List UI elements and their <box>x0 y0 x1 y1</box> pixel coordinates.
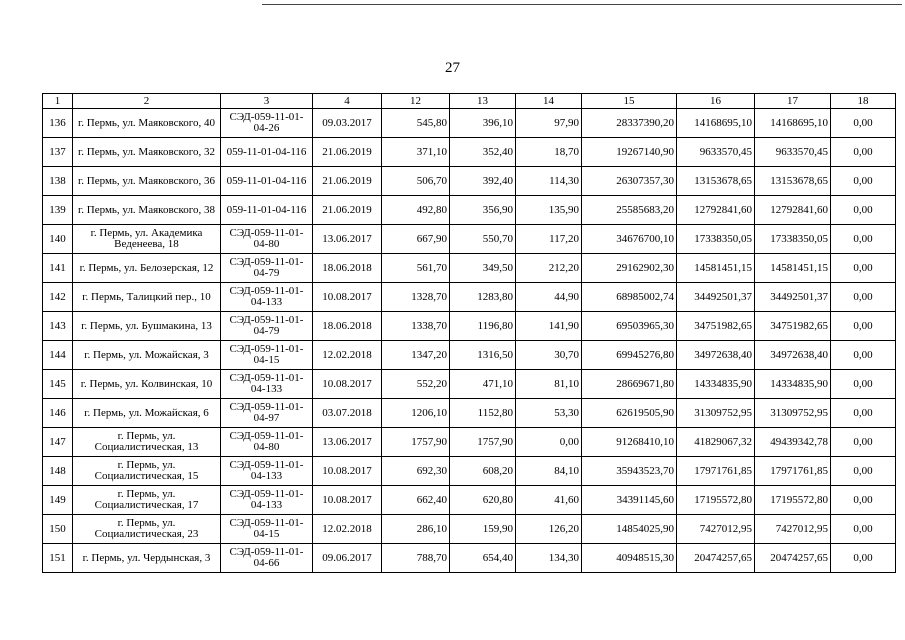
col-12-cell: 1328,70 <box>382 283 450 312</box>
col-13-cell: 620,80 <box>450 486 516 515</box>
col-12-cell: 692,30 <box>382 457 450 486</box>
col-14-cell: 114,30 <box>516 167 582 196</box>
col-15-cell: 91268410,10 <box>582 428 677 457</box>
col-14-cell: 134,30 <box>516 544 582 573</box>
col-18-cell: 0,00 <box>831 399 896 428</box>
table-row <box>43 515 896 544</box>
col-17-cell: 49439342,78 <box>755 428 831 457</box>
address-cell: г. Пермь, ул. Можайская, 6 <box>73 399 221 428</box>
col-12-cell: 667,90 <box>382 225 450 254</box>
col-12-cell: 371,10 <box>382 138 450 167</box>
col-12-cell: 662,40 <box>382 486 450 515</box>
row-number: 141 <box>43 254 73 283</box>
date-cell: 13.06.2017 <box>313 428 382 457</box>
table-row <box>43 283 896 312</box>
col-15-cell: 29162902,30 <box>582 254 677 283</box>
col-13-cell: 352,40 <box>450 138 516 167</box>
table-row <box>43 341 896 370</box>
col-14-cell: 212,20 <box>516 254 582 283</box>
table-row <box>43 399 896 428</box>
date-cell: 18.06.2018 <box>313 312 382 341</box>
col-14-cell: 41,60 <box>516 486 582 515</box>
col-13-cell: 1283,80 <box>450 283 516 312</box>
document-number-cell: СЭД-059-11-01-04-133 <box>221 370 313 399</box>
col-18-cell: 0,00 <box>831 341 896 370</box>
document-number-cell: СЭД-059-11-01-04-15 <box>221 515 313 544</box>
document-number-cell: 059-11-01-04-116 <box>221 167 313 196</box>
table-row <box>43 109 896 138</box>
col-18-cell: 0,00 <box>831 167 896 196</box>
row-number: 143 <box>43 312 73 341</box>
col-13-cell: 471,10 <box>450 370 516 399</box>
col-13-cell: 654,40 <box>450 544 516 573</box>
date-cell: 09.03.2017 <box>313 109 382 138</box>
column-header: 3 <box>221 94 313 109</box>
document-number-cell: СЭД-059-11-01-04-66 <box>221 544 313 573</box>
header-row <box>43 94 896 109</box>
col-16-cell: 31309752,95 <box>677 399 755 428</box>
table-row <box>43 544 896 573</box>
col-18-cell: 0,00 <box>831 196 896 225</box>
col-16-cell: 14581451,15 <box>677 254 755 283</box>
document-number-cell: СЭД-059-11-01-04-79 <box>221 254 313 283</box>
document-number-cell: СЭД-059-11-01-04-133 <box>221 486 313 515</box>
col-14-cell: 117,20 <box>516 225 582 254</box>
col-15-cell: 68985002,74 <box>582 283 677 312</box>
address-cell: г. Пермь, ул. Социалистическая, 15 <box>73 457 221 486</box>
col-18-cell: 0,00 <box>831 225 896 254</box>
col-16-cell: 34492501,37 <box>677 283 755 312</box>
col-14-cell: 53,30 <box>516 399 582 428</box>
col-12-cell: 1338,70 <box>382 312 450 341</box>
col-18-cell: 0,00 <box>831 486 896 515</box>
column-header: 16 <box>677 94 755 109</box>
row-number: 145 <box>43 370 73 399</box>
col-14-cell: 81,10 <box>516 370 582 399</box>
col-16-cell: 34972638,40 <box>677 341 755 370</box>
row-number: 136 <box>43 109 73 138</box>
col-14-cell: 30,70 <box>516 341 582 370</box>
date-cell: 21.06.2019 <box>313 138 382 167</box>
col-12-cell: 561,70 <box>382 254 450 283</box>
col-17-cell: 17338350,05 <box>755 225 831 254</box>
col-17-cell: 7427012,95 <box>755 515 831 544</box>
column-header: 4 <box>313 94 382 109</box>
col-12-cell: 552,20 <box>382 370 450 399</box>
address-cell: г. Пермь, ул. Белозерская, 12 <box>73 254 221 283</box>
address-cell: г. Пермь, ул. Колвинская, 10 <box>73 370 221 399</box>
document-number-cell: СЭД-059-11-01-04-80 <box>221 428 313 457</box>
col-12-cell: 1347,20 <box>382 341 450 370</box>
row-number: 149 <box>43 486 73 515</box>
date-cell: 12.02.2018 <box>313 341 382 370</box>
address-cell: г. Пермь, ул. Маяковского, 38 <box>73 196 221 225</box>
col-12-cell: 788,70 <box>382 544 450 573</box>
column-header: 12 <box>382 94 450 109</box>
address-cell: г. Пермь, ул. Маяковского, 36 <box>73 167 221 196</box>
col-12-cell: 1206,10 <box>382 399 450 428</box>
date-cell: 09.06.2017 <box>313 544 382 573</box>
address-cell: г. Пермь, ул. Социалистическая, 13 <box>73 428 221 457</box>
row-number: 142 <box>43 283 73 312</box>
col-16-cell: 9633570,45 <box>677 138 755 167</box>
table-row <box>43 312 896 341</box>
col-15-cell: 28337390,20 <box>582 109 677 138</box>
registry-table <box>42 93 896 573</box>
col-17-cell: 17195572,80 <box>755 486 831 515</box>
address-cell: г. Пермь, ул. Маяковского, 40 <box>73 109 221 138</box>
row-number: 148 <box>43 457 73 486</box>
column-header: 14 <box>516 94 582 109</box>
col-13-cell: 392,40 <box>450 167 516 196</box>
page-number: 27 <box>445 60 460 76</box>
top-rule <box>262 4 902 5</box>
col-15-cell: 26307357,30 <box>582 167 677 196</box>
col-17-cell: 20474257,65 <box>755 544 831 573</box>
address-cell: г. Пермь, ул. Социалистическая, 23 <box>73 515 221 544</box>
col-18-cell: 0,00 <box>831 254 896 283</box>
col-17-cell: 34751982,65 <box>755 312 831 341</box>
col-16-cell: 12792841,60 <box>677 196 755 225</box>
col-13-cell: 1316,50 <box>450 341 516 370</box>
col-14-cell: 84,10 <box>516 457 582 486</box>
row-number: 139 <box>43 196 73 225</box>
address-cell: г. Пермь, ул. Бушмакина, 13 <box>73 312 221 341</box>
date-cell: 10.08.2017 <box>313 283 382 312</box>
col-16-cell: 20474257,65 <box>677 544 755 573</box>
col-15-cell: 34676700,10 <box>582 225 677 254</box>
col-14-cell: 0,00 <box>516 428 582 457</box>
table-row <box>43 254 896 283</box>
col-16-cell: 14168695,10 <box>677 109 755 138</box>
col-17-cell: 14334835,90 <box>755 370 831 399</box>
table-row <box>43 225 896 254</box>
column-header: 1 <box>43 94 73 109</box>
col-17-cell: 31309752,95 <box>755 399 831 428</box>
document-number-cell: СЭД-059-11-01-04-15 <box>221 341 313 370</box>
col-15-cell: 25585683,20 <box>582 196 677 225</box>
document-number-cell: СЭД-059-11-01-04-133 <box>221 283 313 312</box>
col-13-cell: 159,90 <box>450 515 516 544</box>
date-cell: 21.06.2019 <box>313 196 382 225</box>
date-cell: 10.08.2017 <box>313 457 382 486</box>
col-15-cell: 69503965,30 <box>582 312 677 341</box>
col-16-cell: 14334835,90 <box>677 370 755 399</box>
document-number-cell: СЭД-059-11-01-04-133 <box>221 457 313 486</box>
table-row <box>43 138 896 167</box>
col-17-cell: 12792841,60 <box>755 196 831 225</box>
col-15-cell: 14854025,90 <box>582 515 677 544</box>
col-18-cell: 0,00 <box>831 138 896 167</box>
col-14-cell: 126,20 <box>516 515 582 544</box>
date-cell: 18.06.2018 <box>313 254 382 283</box>
col-17-cell: 13153678,65 <box>755 167 831 196</box>
address-cell: г. Пермь, ул. Социалистическая, 17 <box>73 486 221 515</box>
table-row <box>43 428 896 457</box>
col-15-cell: 40948515,30 <box>582 544 677 573</box>
col-13-cell: 396,10 <box>450 109 516 138</box>
column-header: 18 <box>831 94 896 109</box>
col-12-cell: 1757,90 <box>382 428 450 457</box>
address-cell: г. Пермь, ул. Академика Веденеева, 18 <box>73 225 221 254</box>
table-body <box>43 109 896 573</box>
table-row <box>43 196 896 225</box>
col-18-cell: 0,00 <box>831 370 896 399</box>
row-number: 147 <box>43 428 73 457</box>
col-12-cell: 492,80 <box>382 196 450 225</box>
col-17-cell: 9633570,45 <box>755 138 831 167</box>
address-cell: г. Пермь, ул. Маяковского, 32 <box>73 138 221 167</box>
date-cell: 03.07.2018 <box>313 399 382 428</box>
date-cell: 21.06.2019 <box>313 167 382 196</box>
address-cell: г. Пермь, ул. Чердынская, 3 <box>73 544 221 573</box>
col-13-cell: 550,70 <box>450 225 516 254</box>
col-15-cell: 35943523,70 <box>582 457 677 486</box>
col-17-cell: 34492501,37 <box>755 283 831 312</box>
col-18-cell: 0,00 <box>831 109 896 138</box>
date-cell: 10.08.2017 <box>313 486 382 515</box>
col-16-cell: 7427012,95 <box>677 515 755 544</box>
col-18-cell: 0,00 <box>831 457 896 486</box>
col-13-cell: 349,50 <box>450 254 516 283</box>
document-number-cell: СЭД-059-11-01-04-79 <box>221 312 313 341</box>
row-number: 140 <box>43 225 73 254</box>
row-number: 138 <box>43 167 73 196</box>
col-18-cell: 0,00 <box>831 428 896 457</box>
col-18-cell: 0,00 <box>831 544 896 573</box>
col-17-cell: 34972638,40 <box>755 341 831 370</box>
column-header: 15 <box>582 94 677 109</box>
col-18-cell: 0,00 <box>831 283 896 312</box>
col-14-cell: 141,90 <box>516 312 582 341</box>
col-15-cell: 28669671,80 <box>582 370 677 399</box>
table-row <box>43 167 896 196</box>
address-cell: г. Пермь, ул. Можайская, 3 <box>73 341 221 370</box>
col-12-cell: 545,80 <box>382 109 450 138</box>
column-header: 2 <box>73 94 221 109</box>
col-13-cell: 608,20 <box>450 457 516 486</box>
col-18-cell: 0,00 <box>831 312 896 341</box>
col-14-cell: 44,90 <box>516 283 582 312</box>
row-number: 137 <box>43 138 73 167</box>
col-16-cell: 13153678,65 <box>677 167 755 196</box>
date-cell: 13.06.2017 <box>313 225 382 254</box>
table-row <box>43 486 896 515</box>
document-number-cell: СЭД-059-11-01-04-97 <box>221 399 313 428</box>
col-12-cell: 506,70 <box>382 167 450 196</box>
document-number-cell: 059-11-01-04-116 <box>221 138 313 167</box>
col-16-cell: 34751982,65 <box>677 312 755 341</box>
table-row <box>43 370 896 399</box>
document-number-cell: СЭД-059-11-01-04-80 <box>221 225 313 254</box>
row-number: 151 <box>43 544 73 573</box>
col-15-cell: 62619505,90 <box>582 399 677 428</box>
col-18-cell: 0,00 <box>831 515 896 544</box>
col-13-cell: 1196,80 <box>450 312 516 341</box>
col-13-cell: 356,90 <box>450 196 516 225</box>
column-header: 13 <box>450 94 516 109</box>
col-14-cell: 135,90 <box>516 196 582 225</box>
col-14-cell: 97,90 <box>516 109 582 138</box>
col-13-cell: 1152,80 <box>450 399 516 428</box>
row-number: 144 <box>43 341 73 370</box>
table-row <box>43 457 896 486</box>
row-number: 146 <box>43 399 73 428</box>
date-cell: 10.08.2017 <box>313 370 382 399</box>
col-16-cell: 17338350,05 <box>677 225 755 254</box>
address-cell: г. Пермь, Талицкий пер., 10 <box>73 283 221 312</box>
date-cell: 12.02.2018 <box>313 515 382 544</box>
row-number: 150 <box>43 515 73 544</box>
col-12-cell: 286,10 <box>382 515 450 544</box>
col-17-cell: 14581451,15 <box>755 254 831 283</box>
col-17-cell: 14168695,10 <box>755 109 831 138</box>
col-16-cell: 17195572,80 <box>677 486 755 515</box>
column-header: 17 <box>755 94 831 109</box>
col-16-cell: 17971761,85 <box>677 457 755 486</box>
document-number-cell: СЭД-059-11-01-04-26 <box>221 109 313 138</box>
document-number-cell: 059-11-01-04-116 <box>221 196 313 225</box>
col-15-cell: 69945276,80 <box>582 341 677 370</box>
col-17-cell: 17971761,85 <box>755 457 831 486</box>
col-15-cell: 34391145,60 <box>582 486 677 515</box>
col-16-cell: 41829067,32 <box>677 428 755 457</box>
col-13-cell: 1757,90 <box>450 428 516 457</box>
col-14-cell: 18,70 <box>516 138 582 167</box>
col-15-cell: 19267140,90 <box>582 138 677 167</box>
